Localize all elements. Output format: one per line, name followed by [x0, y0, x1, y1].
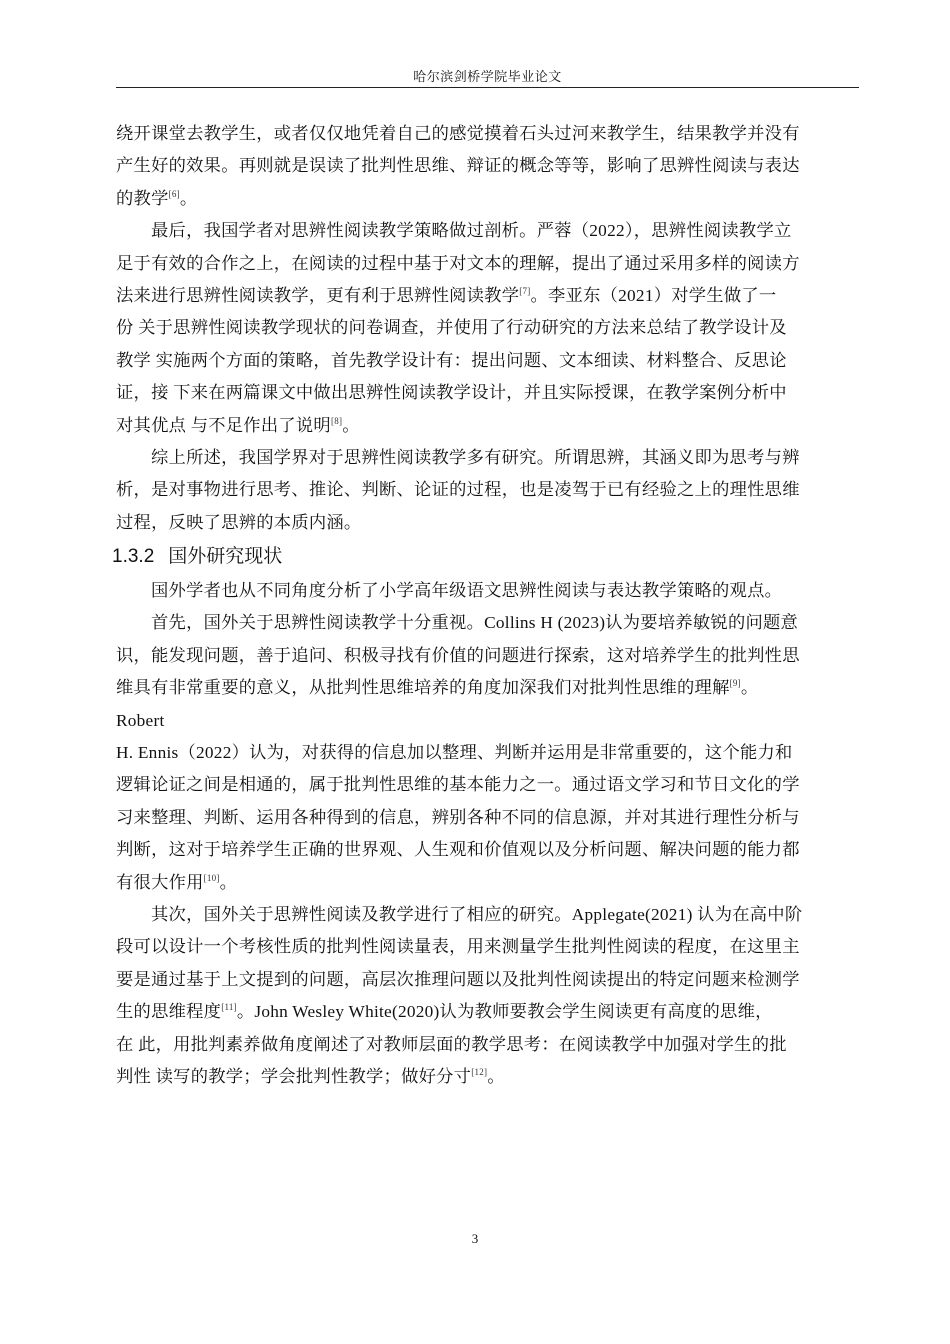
text-line: 份 关于思辨性阅读教学现状的问卷调查，并使用了行动研究的方法来总结了教学设计及	[116, 318, 787, 338]
text-line: 逻辑论证之间是相通的，属于批判性思维的基本能力之一。通过语文学习和节日文化的学	[116, 775, 800, 795]
text-line: 绕开课堂去教学生，或者仅仅地凭着自己的感觉摸着石头过河来教学生，结果教学并没有	[116, 124, 800, 143]
text-line: 其次，国外关于思辨性阅读及教学进行了相应的研究。Applegate(2021) 认为在高中阶	[151, 904, 803, 924]
document-body	[112, 118, 859, 1093]
text-line: 生的思维程度[11]。John Wesley White(2020)认为教师要教会学生阅读更有高度的思维，	[116, 1002, 773, 1022]
text-line: 有很大作用[10]。	[116, 872, 238, 892]
citation-ref: [7]	[519, 285, 531, 296]
text-line: 综上所述，我国学界对于思辨性阅读教学多有研究。所谓思辨，其涵义即为思考与辨	[151, 447, 800, 467]
paragraph	[116, 215, 859, 442]
paragraph	[116, 607, 859, 704]
citation-ref: [8]	[330, 415, 343, 426]
paragraph	[116, 118, 859, 215]
text-line: 足于有效的合作之上，在阅读的过程中基于对文本的理解，提出了通过采用多样的阅读方	[116, 253, 800, 273]
citation-ref: [9]	[729, 678, 741, 689]
text-line: 过程，反映了思辨的本质内涵。	[116, 512, 362, 532]
text-line: 产生好的效果。再则就是误读了批判性思维、辩证的概念等等，影响了思辨性阅读与表达	[116, 156, 800, 176]
text-line: 判断，这对于培养学生正确的世界观、人生观和价值观以及分析问题、解决问题的能力都	[116, 840, 800, 860]
text-line: 最后，我国学者对思辨性阅读教学策略做过剖析。严蓉（2022），思辨性阅读教学立	[151, 221, 792, 241]
text-line: 析，是对事物进行思考、推论、判断、论证的过程，也是凌驾于已有经验之上的理性思维	[116, 480, 800, 500]
page-number: 3	[471, 1231, 479, 1246]
text-line: 教学 实施两个方面的策略，首先教学设计有：提出问题、文本细读、材料整合、反思论	[116, 350, 787, 370]
section-title: 国外研究现状	[168, 546, 283, 568]
paragraph	[116, 705, 859, 899]
text-line: 识，能发现问题，善于追问、积极寻找有价值的问题进行探索，这对培养学生的批判性思	[116, 645, 800, 665]
text-line: Robert	[116, 710, 165, 730]
paragraph	[116, 899, 859, 1093]
text-line: 对其优点 与不足作出了说明[8]。	[116, 415, 360, 435]
text-line: 法来进行思辨性阅读教学，更有利于思辨性阅读教学[7]。李亚东（2021）对学生做了一	[116, 285, 777, 305]
text-line: 首先，国外关于思辨性阅读教学十分重视。Collins H (2023)认为要培养敏锐的问题意	[151, 613, 799, 633]
citation-ref: [11]	[221, 1002, 237, 1013]
running-header: 哈尔滨剑桥学院毕业论文	[413, 69, 562, 84]
text-line: 要是通过基于上文提到的问题，高层次推理问题以及批判性阅读提出的特定问题来检测学	[116, 969, 800, 989]
citation-ref: [12]	[471, 1066, 488, 1077]
text-line: 判性 读写的教学；学会批判性教学；做好分寸[12]。	[116, 1066, 505, 1086]
text-line: 证，接 下来在两篇课文中做出思辨性阅读教学设计，并且实际授课，在教学案例分析中	[116, 383, 787, 403]
text-line: 段可以设计一个考核性质的批判性阅读量表，用来测量学生批判性阅读的程度，在这里主	[116, 937, 800, 957]
section-heading	[112, 539, 859, 575]
text-line: H. Ennis（2022）认为，对获得的信息加以整理、判断并运用是非常重要的，这个能力和	[116, 743, 793, 763]
section-number: 1.3.2	[112, 546, 155, 568]
paragraph	[116, 575, 859, 607]
header-divider	[116, 87, 859, 88]
text-line: 在 此，用批判素养做角度阐述了对教师层面的教学思考：在阅读教学中加强对学生的批	[116, 1034, 787, 1054]
text-line: 维具有非常重要的意义，从批判性思维培养的角度加深我们对批判性思维的理解[9]。	[116, 678, 759, 698]
text-line: 国外学者也从不同角度分析了小学高年级语文思辨性阅读与表达教学策略的观点。	[151, 581, 783, 601]
text-line: 习来整理、判断、运用各种得到的信息，辨别各种不同的信息源，并对其进行理性分析与	[116, 807, 800, 827]
citation-ref: [6]	[168, 188, 180, 199]
text-line: 的教学[6]。	[116, 188, 198, 208]
citation-ref: [10]	[203, 872, 220, 883]
paragraph	[116, 442, 859, 539]
